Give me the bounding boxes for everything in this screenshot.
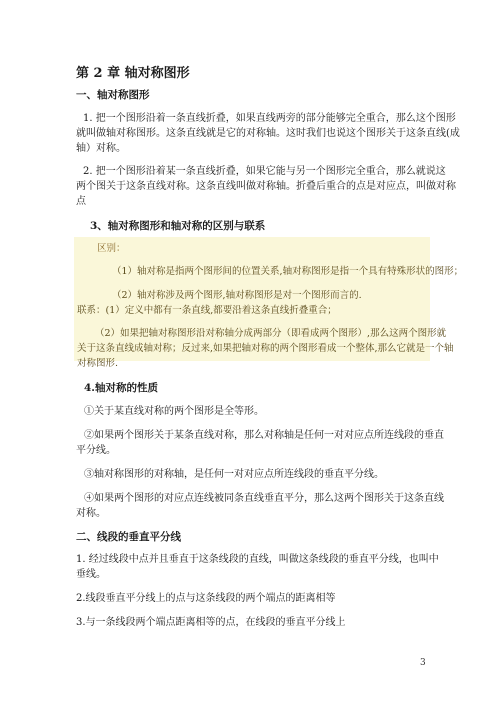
s2-p1-line2: 垂线。 [76,569,106,580]
connection-item-1: 联系：(1）定义中都有一条直线,都要沿着这条直线折叠重合； [77,305,337,316]
page-number: 3 [420,658,426,668]
s1-p2-line3: 点 [76,196,86,207]
s1-p1-line2: 就叫做轴对称图形。这条直线就是它的对称轴。这时我们也说这个图形关于这条直线(成 [76,128,460,139]
difference-item-1: （1）轴对称是指两个图形间的位置关系,轴对称图形是指一个具有特殊形状的图形； [112,266,464,277]
property-4-line1: ④如果两个图形的对应点连线被同条直线垂直平分，那么这两个图形关于这条直线 [84,493,444,504]
chapter-title: 第 2 章 轴对称图形 [76,66,190,81]
s1-p1-line3: 轴）对称。 [76,143,126,154]
connection-item-2-line3: 对称图形. [77,358,119,369]
s2-p3: 3.与一条线段两个端点距离相等的点，在线段的垂直平分线上 [76,617,346,628]
s1-p1-line1: 1. 把一个图形沿着一条直线折叠，如果直线两旁的部分能够完全重合，那么这个图形 [83,113,456,124]
property-4-line2: 对称。 [76,508,106,519]
connection-item-2-line2: 关于这条直线成轴对称；反过来,如果把轴对称的两个图形看成一个整体,那么它就是一个轴 [77,343,454,354]
property-3: ③轴对称图形的对称轴，是任何一对对应点所连线段的垂直平分线。 [84,469,384,480]
difference-label: 区别： [97,243,126,254]
section2-title: 二、线段的垂直平分线 [76,531,181,543]
section1-title: 一、轴对称图形 [76,89,150,101]
subsection4-title: 4.轴对称的性质 [84,382,158,394]
subsection3-title: 3、轴对称图形和轴对称的区别与联系 [90,220,266,232]
s2-p2: 2.线段垂直平分线上的点与这条线段的两个端点的距离相等 [76,593,336,604]
property-2-line1: ②如果两个图形关于某条直线对称，那么对称轴是任何一对对应点所连线段的垂直 [84,430,444,441]
property-2-line2: 平分线。 [76,445,116,456]
connection-item-2-line1: （2）如果把轴对称图形沿对称轴分成两部分（即看成两个图形）,那么这两个图形就 [95,328,447,339]
s2-p1-line1: 1. 经过线段中点并且垂直于这条线段的直线，叫做这条线段的垂直平分线，也叫中 [76,554,439,565]
difference-item-2: （2）轴对称涉及两个图形,轴对称图形是对一个图形而言的. [112,290,362,301]
s1-p2-line2: 两个图关于这条直线对称。这条直线叫做对称轴。折叠后重合的点是对应点，叫做对称 [76,181,456,192]
property-1: ①关于某直线对称的两个图形是全等形。 [84,406,264,417]
s1-p2-line1: 2. 把一个图形沿着某一条直线折叠，如果它能与另一个图形完全重合，那么就说这 [83,166,446,177]
